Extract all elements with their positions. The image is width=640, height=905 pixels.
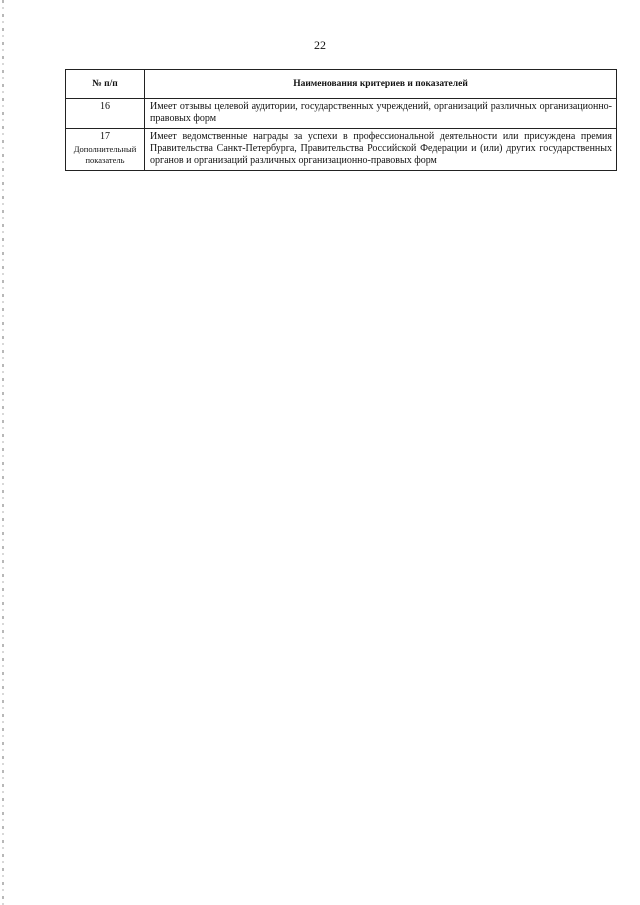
row-number-cell [66, 99, 145, 129]
header-name: Наименования критериев и показателей [145, 70, 617, 99]
row-number: 17 [100, 131, 110, 142]
table-row [66, 99, 617, 129]
row-text: Имеет отзывы целевой аудитории, государственных учреждений, организаций различных организационно-правовых форм [145, 99, 617, 129]
row-text: Имеет ведомственные награды за успехи в профессиональной деятельности или присуждена премия Правительства Санкт-Петербурга, Правительства Российской Федерации и (или) других государственных органов и организаций различных организационно-правовых форм [145, 129, 617, 171]
scan-edge-artifact [2, 0, 4, 905]
criteria-table [65, 69, 617, 171]
row-number: 16 [100, 101, 110, 112]
page-number: 22 [314, 38, 326, 52]
header-number: № п/п [66, 70, 145, 99]
table-row [66, 129, 617, 171]
row-number-cell [66, 129, 145, 171]
table-header-row [66, 70, 617, 99]
row-note: Дополнительный показатель [73, 144, 137, 165]
